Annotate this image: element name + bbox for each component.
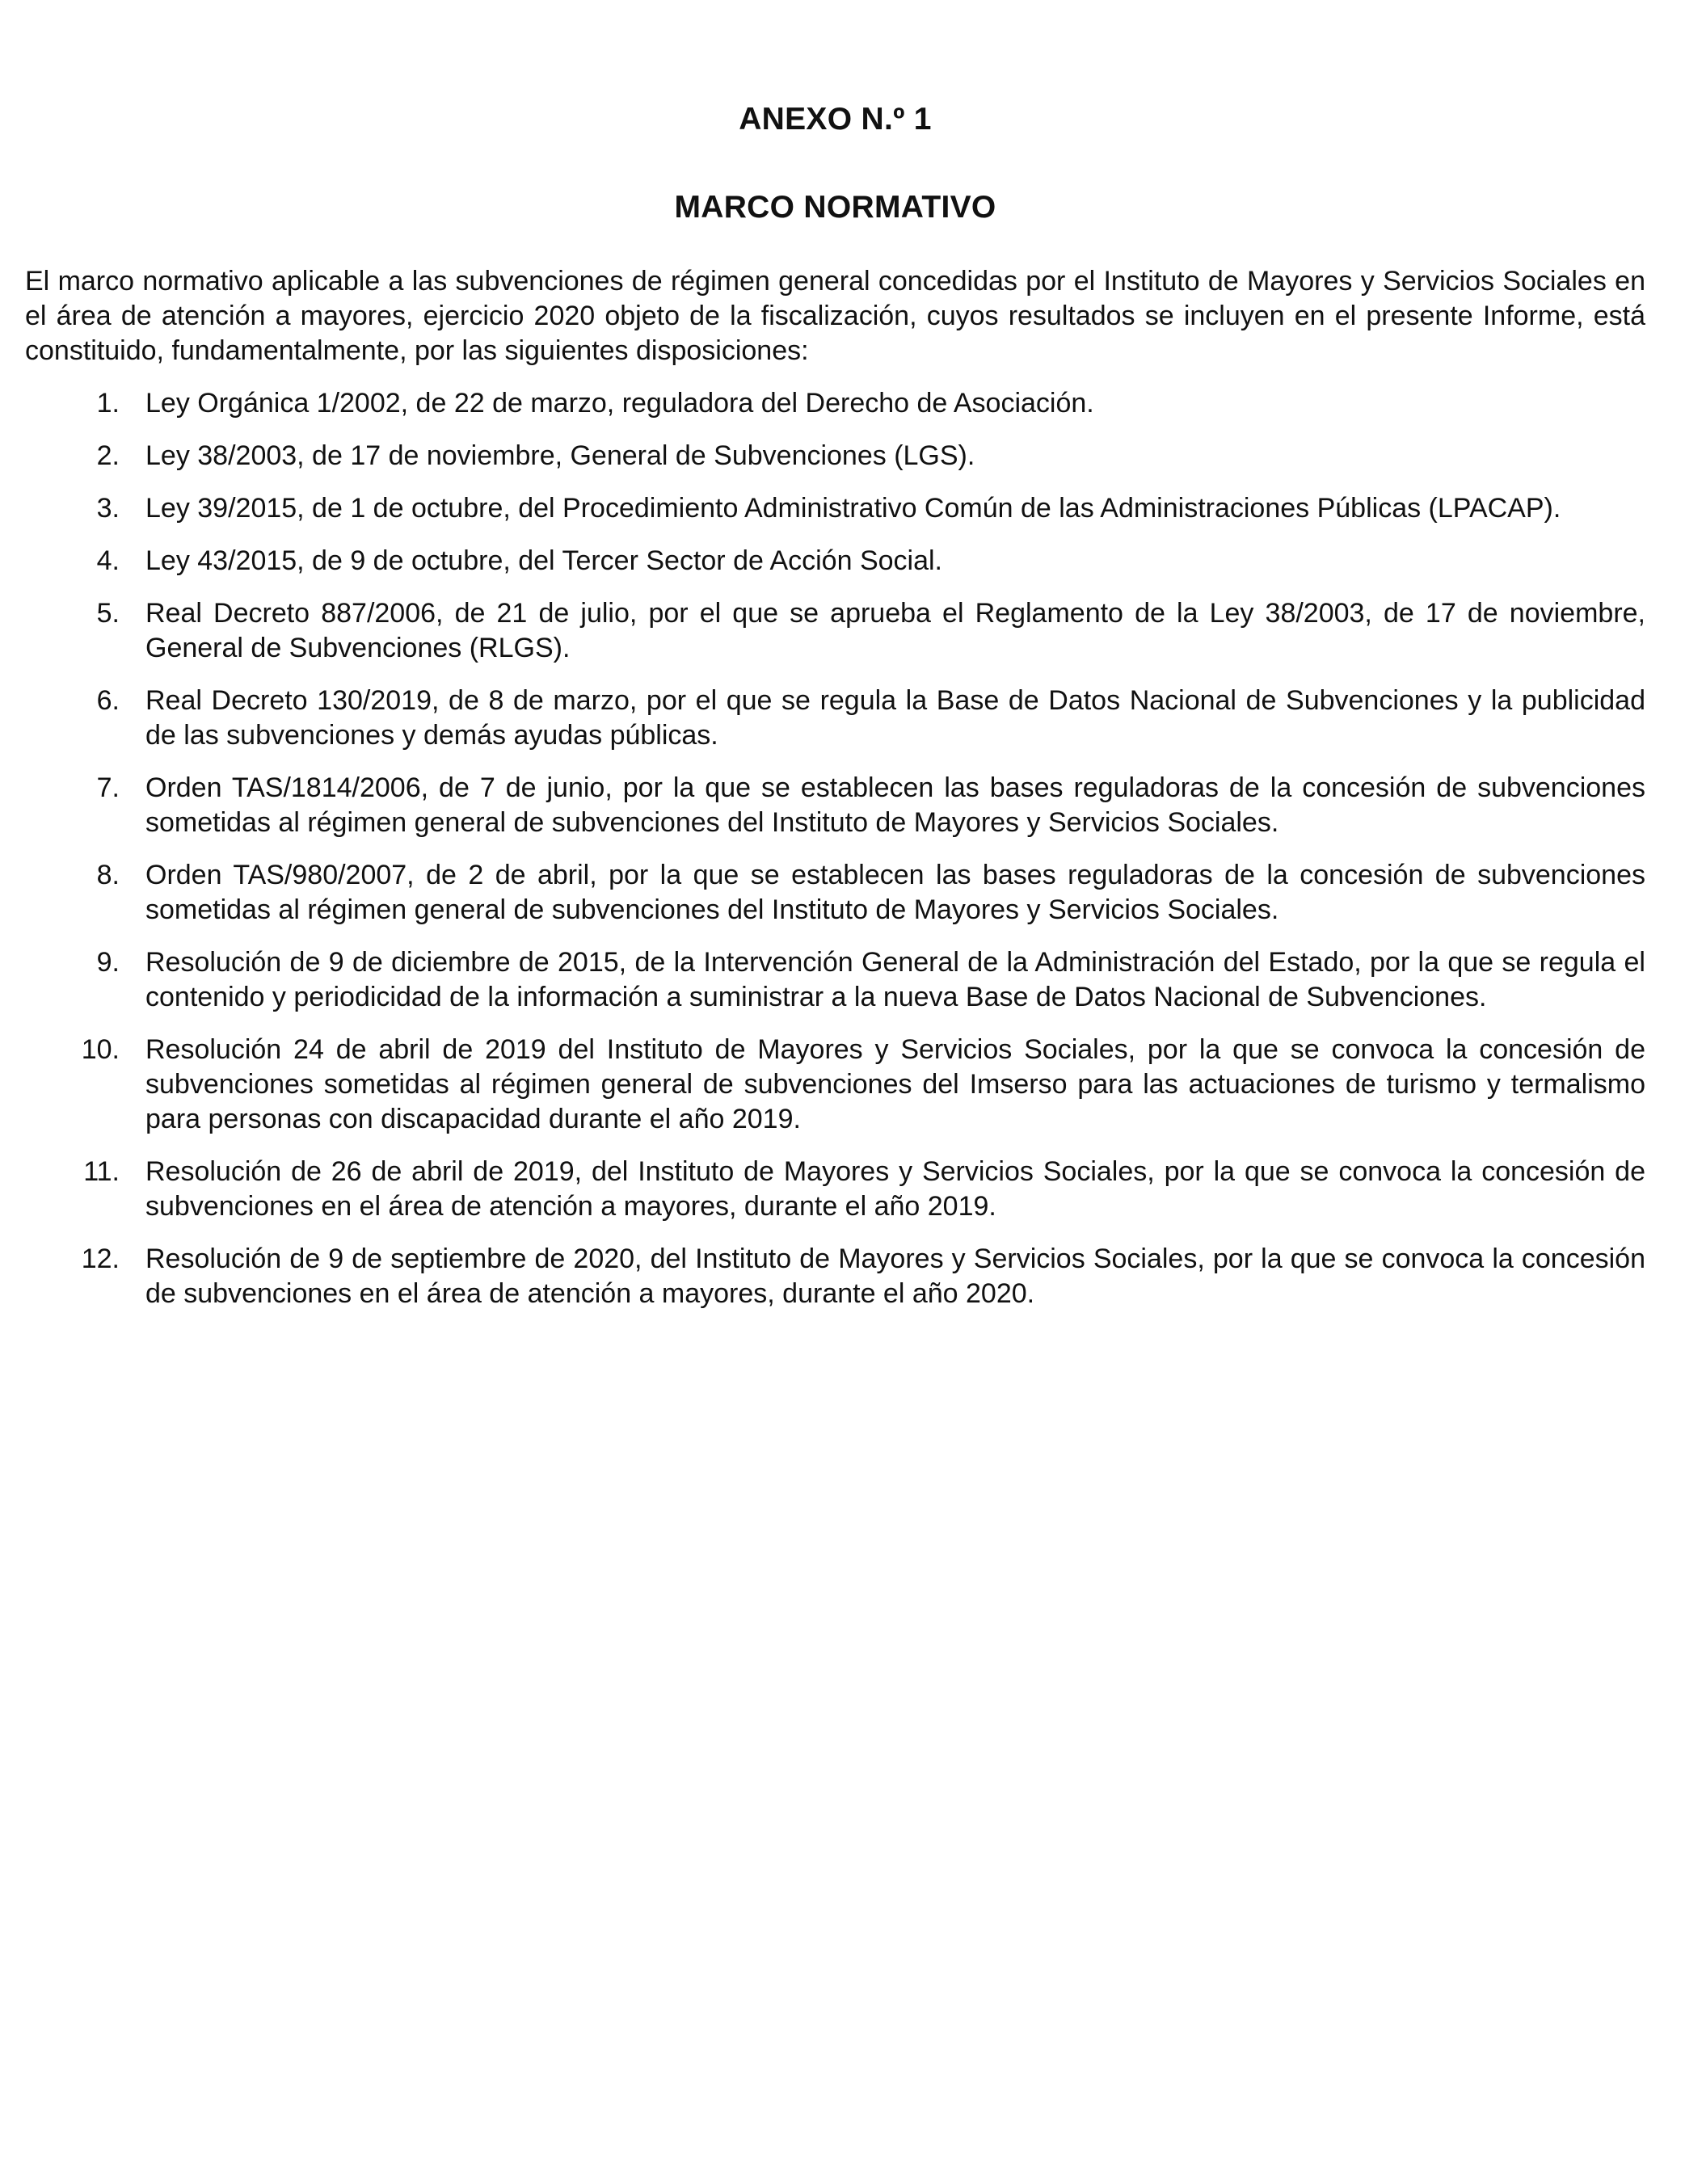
provision-item xyxy=(25,386,1645,421)
provision-text: Resolución 24 de abril de 2019 del Instituto de Mayores y Servicios Sociales, por la que se convoca la concesión de subvenciones sometidas al régimen general de subvenciones del Imserso para las actuaciones de turismo y termalismo para personas con discapacidad durante el año 2019. xyxy=(145,1034,1645,1134)
provision-item xyxy=(25,858,1645,928)
intro-paragraph: El marco normativo aplicable a las subvenciones de régimen general concedidas por el Instituto de Mayores y Servicios Sociales en el área de atención a mayores, ejercicio 2020 objeto de la fiscalización, cuyos resultados se incluyen en el presente Informe, está constituido, fundamentalmente, por las siguientes disposiciones: xyxy=(25,266,1645,366)
provision-item xyxy=(25,544,1645,579)
provision-text: Orden TAS/980/2007, de 2 de abril, por la que se establecen las bases reguladoras de la concesión de subvenciones sometidas al régimen general de subvenciones del Instituto de Mayores y Servicios Sociales. xyxy=(145,860,1645,925)
annex-title: ANEXO N.º 1 xyxy=(739,102,932,137)
section-title: MARCO NORMATIVO xyxy=(674,190,996,225)
provision-text: Resolución de 9 de diciembre de 2015, de la Intervención General de la Administración del Estado, por la que se regula el contenido y periodicidad de la información a suministrar a la nueva Base de Datos Nacional de Subvenciones. xyxy=(145,947,1645,1012)
provision-text: Ley Orgánica 1/2002, de 22 de marzo, reguladora del Derecho de Asociación. xyxy=(145,388,1094,419)
provision-item xyxy=(25,491,1645,526)
document-content xyxy=(25,95,1645,1329)
provision-text: Ley 38/2003, de 17 de noviembre, General de Subvenciones (LGS). xyxy=(145,440,975,471)
provision-number: 5. xyxy=(96,598,120,629)
provision-text: Real Decreto 130/2019, de 8 de marzo, por el que se regula la Base de Datos Nacional de Subvenciones y la publicidad de las subvenciones y demás ayudas públicas. xyxy=(145,685,1645,751)
provision-item xyxy=(25,1033,1645,1137)
provision-number: 12. xyxy=(81,1243,120,1274)
provision-number: 11. xyxy=(83,1156,120,1187)
provision-item xyxy=(25,439,1645,473)
provision-number: 6. xyxy=(96,685,120,716)
provision-number: 8. xyxy=(96,860,120,890)
provision-text: Real Decreto 887/2006, de 21 de julio, por el que se aprueba el Reglamento de la Ley 38/2003, de 17 de noviembre, General de Subvenciones (RLGS). xyxy=(145,598,1645,663)
provision-item xyxy=(25,1155,1645,1224)
provision-number: 9. xyxy=(96,947,120,978)
provision-item xyxy=(25,945,1645,1015)
provision-text: Ley 39/2015, de 1 de octubre, del Procedimiento Administrativo Común de las Administraciones Públicas (LPACAP). xyxy=(145,493,1561,524)
provision-number: 4. xyxy=(96,545,120,576)
provision-number: 7. xyxy=(96,772,120,803)
provision-item xyxy=(25,771,1645,840)
provision-item xyxy=(25,596,1645,666)
provision-text: Resolución de 9 de septiembre de 2020, del Instituto de Mayores y Servicios Sociales, por la que se convoca la concesión de subvenciones en el área de atención a mayores, durante el año 2020. xyxy=(145,1243,1645,1309)
provision-number: 10. xyxy=(81,1034,120,1065)
provisions-list xyxy=(25,386,1645,1311)
provision-text: Resolución de 26 de abril de 2019, del Instituto de Mayores y Servicios Sociales, por la que se convoca la concesión de subvenciones en el área de atención a mayores, durante el año 2019. xyxy=(145,1156,1645,1222)
provision-number: 1. xyxy=(96,388,120,419)
provision-text: Ley 43/2015, de 9 de octubre, del Tercer Sector de Acción Social. xyxy=(145,545,942,576)
provision-number: 3. xyxy=(96,493,120,524)
provision-text: Orden TAS/1814/2006, de 7 de junio, por la que se establecen las bases reguladoras de la concesión de subvenciones sometidas al régimen general de subvenciones del Instituto de Mayores y Servicios Sociales. xyxy=(145,772,1645,838)
provision-item xyxy=(25,684,1645,753)
provision-item xyxy=(25,1242,1645,1311)
provision-number: 2. xyxy=(96,440,120,471)
